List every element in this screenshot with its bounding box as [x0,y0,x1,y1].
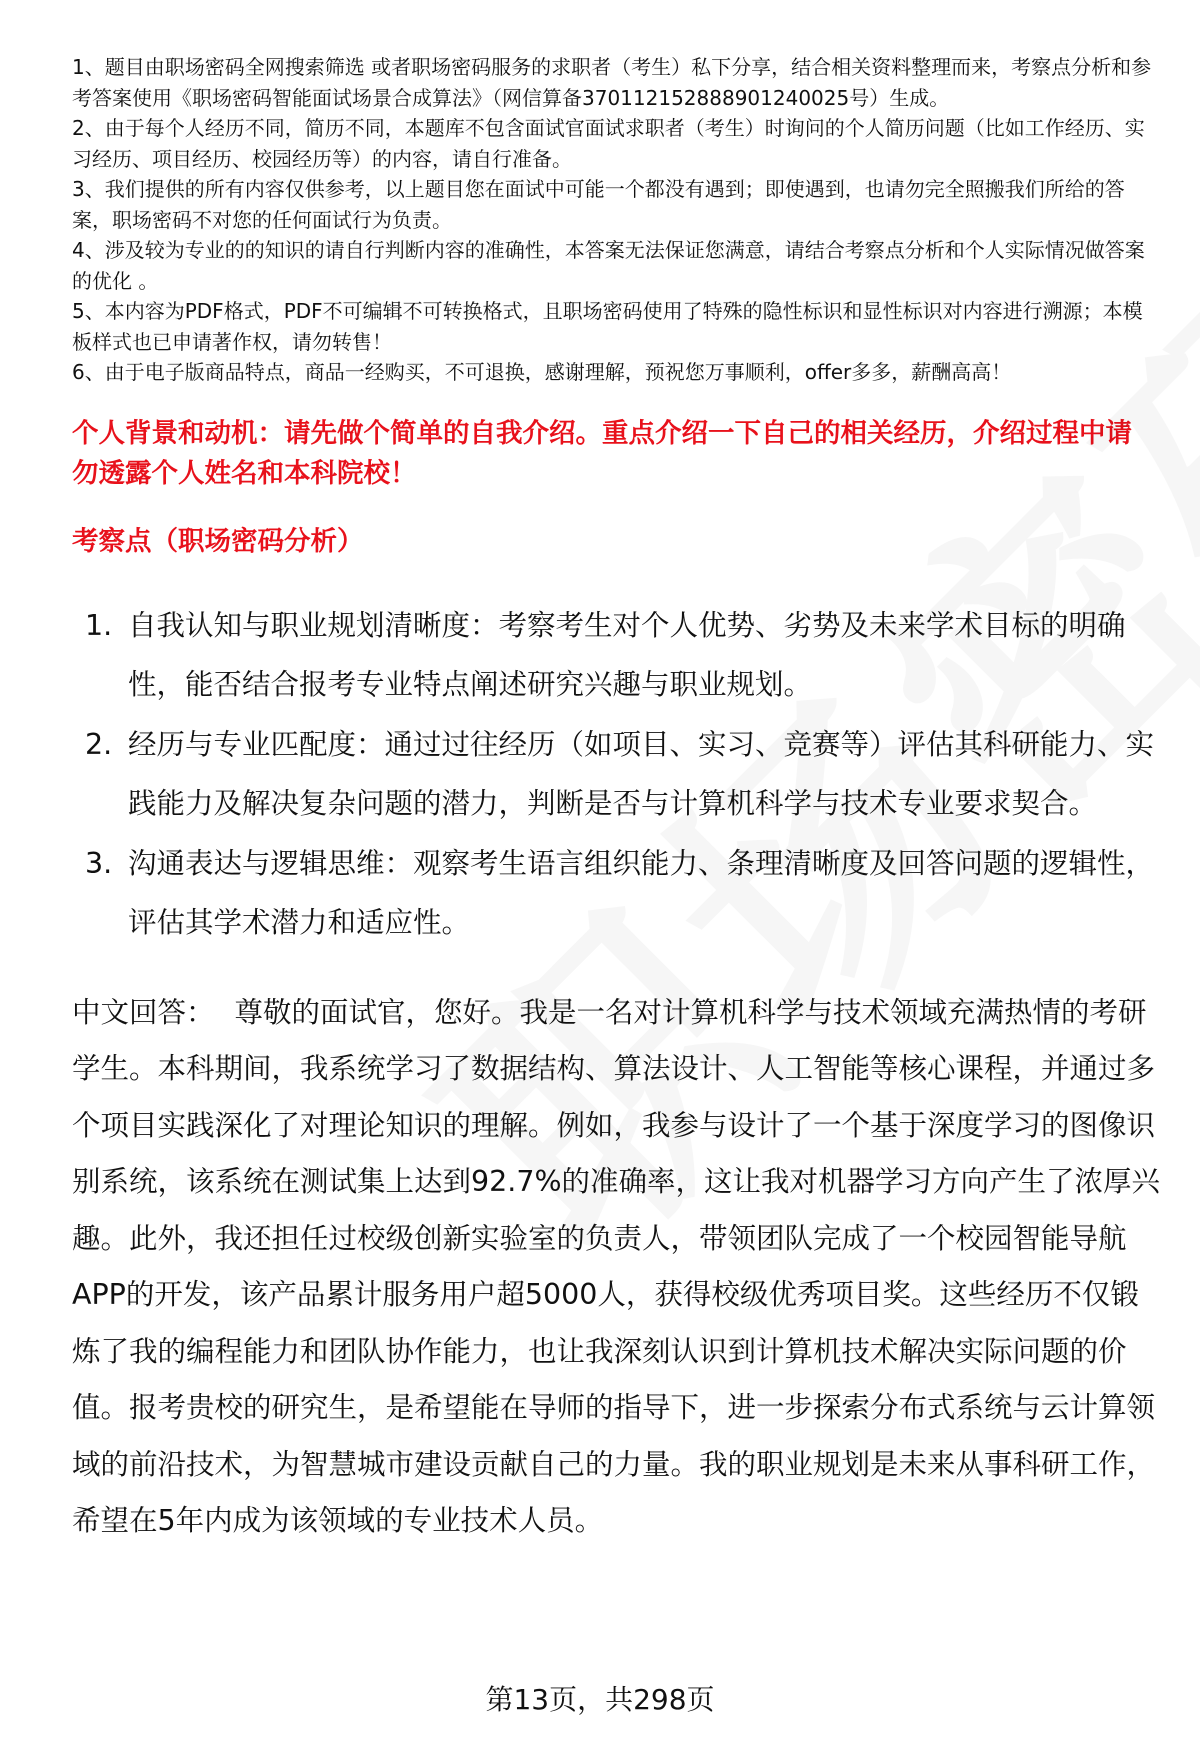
exam-point-item [72,596,1157,714]
exam-point-item [72,715,1157,833]
page-number: 第13页，共298页 [485,1683,715,1716]
exam-point-text: 经历与专业匹配度：通过过往经历（如项目、实习、竞赛等）评估其科研能力、实践能力及解决复杂问题的潜力，判断是否与计算机科学与技术专业要求契合。 [128,727,1155,820]
disclaimer-item: 5、本内容为PDF格式，PDF不可编辑不可转换格式，且职场密码使用了特殊的隐性标识和显性标识对内容进行溯源；本模板样式也已申请著作权，请勿转售！ [72,299,1143,354]
disclaimer-list [72,52,1157,388]
answer-text: 尊敬的面试官，您好。我是一名对计算机科学与技术领域充满热情的考研学生。本科期间，我系统学习了数据结构、算法设计、人工智能等核心课程，并通过多个项目实践深化了对理论知识的理解。例如，我参与设计了一个基于深度学习的图像识别系统，该系统在测试集上达到92.7%的准确率，这让我对机器学习方向产生了浓厚兴趣。此外，我还担任过校级创新实验室的负责人，带领团队完成了一个校园智能导航APP的开发，该产品累计服务用户超5000人，获得校级优秀项目奖。这些经历不仅锻炼了我的编程能力和团队协作能力，也让我深刻认识到计算机技术解决实际问题的价值。报考贵校的研究生，是希望能在导师的指导下，进一步探索分布式系统与云计算领域的前沿技术，为智慧城市建设贡献自己的力量。我的职业规划是未来从事科研工作，希望在5年内成为该领域的专业技术人员。 [72,995,1161,1537]
disclaimer-item: 2、由于每个人经历不同，简历不同，本题库不包含面试官面试求职者（考生）时询问的个人简历问题（比如工作经历、实习经历、项目经历、校园经历等）的内容，请自行准备。 [72,116,1145,171]
exam-points-title: 考察点（职场密码分析） [72,525,364,557]
exam-points-list [72,596,1157,952]
question-title: 个人背景和动机：请先做个简单的自我介绍。重点介绍一下自己的相关经历，介绍过程中请勿透露个人姓名和本科院校！ [72,417,1132,489]
exam-point-number: 3. [85,846,113,880]
answer-label: 中文回答： [72,995,215,1029]
disclaimer-item: 4、涉及较为专业的的知识的请自行判断内容的准确性，本答案无法保证您满意，请结合考察点分析和个人实际情况做答案的优化 。 [72,238,1145,293]
disclaimer-item: 6、由于电子版商品特点，商品一经购买，不可退换，感谢理解，预祝您万事顺利，offer多多，薪酬高高！ [72,360,1012,384]
exam-point-text: 自我认知与职业规划清晰度：考察考生对个人优势、劣势及未来学术目标的明确性，能否结合报考专业特点阐述研究兴趣与职业规划。 [128,608,1126,701]
exam-point-number: 2. [85,727,113,761]
exam-point-number: 1. [85,608,113,642]
exam-point-text: 沟通表达与逻辑思维：观察考生语言组织能力、条理清晰度及回答问题的逻辑性，评估其学术潜力和适应性。 [128,846,1155,939]
disclaimer-item: 3、我们提供的所有内容仅供参考，以上题目您在面试中可能一个都没有遇到；即使遇到，也请勿完全照搬我们所给的答案，职场密码不对您的任何面试行为负责。 [72,177,1125,232]
disclaimer-item: 1、题目由职场密码全网搜索筛选 或者职场密码服务的求职者（考生）私下分享，结合相关资料整理而来，考察点分析和参考答案使用《职场密码智能面试场景合成算法》（网信算备370112152888901240025号）生成。 [72,55,1152,110]
answer-block [72,985,1162,1550]
exam-point-item [72,834,1157,952]
